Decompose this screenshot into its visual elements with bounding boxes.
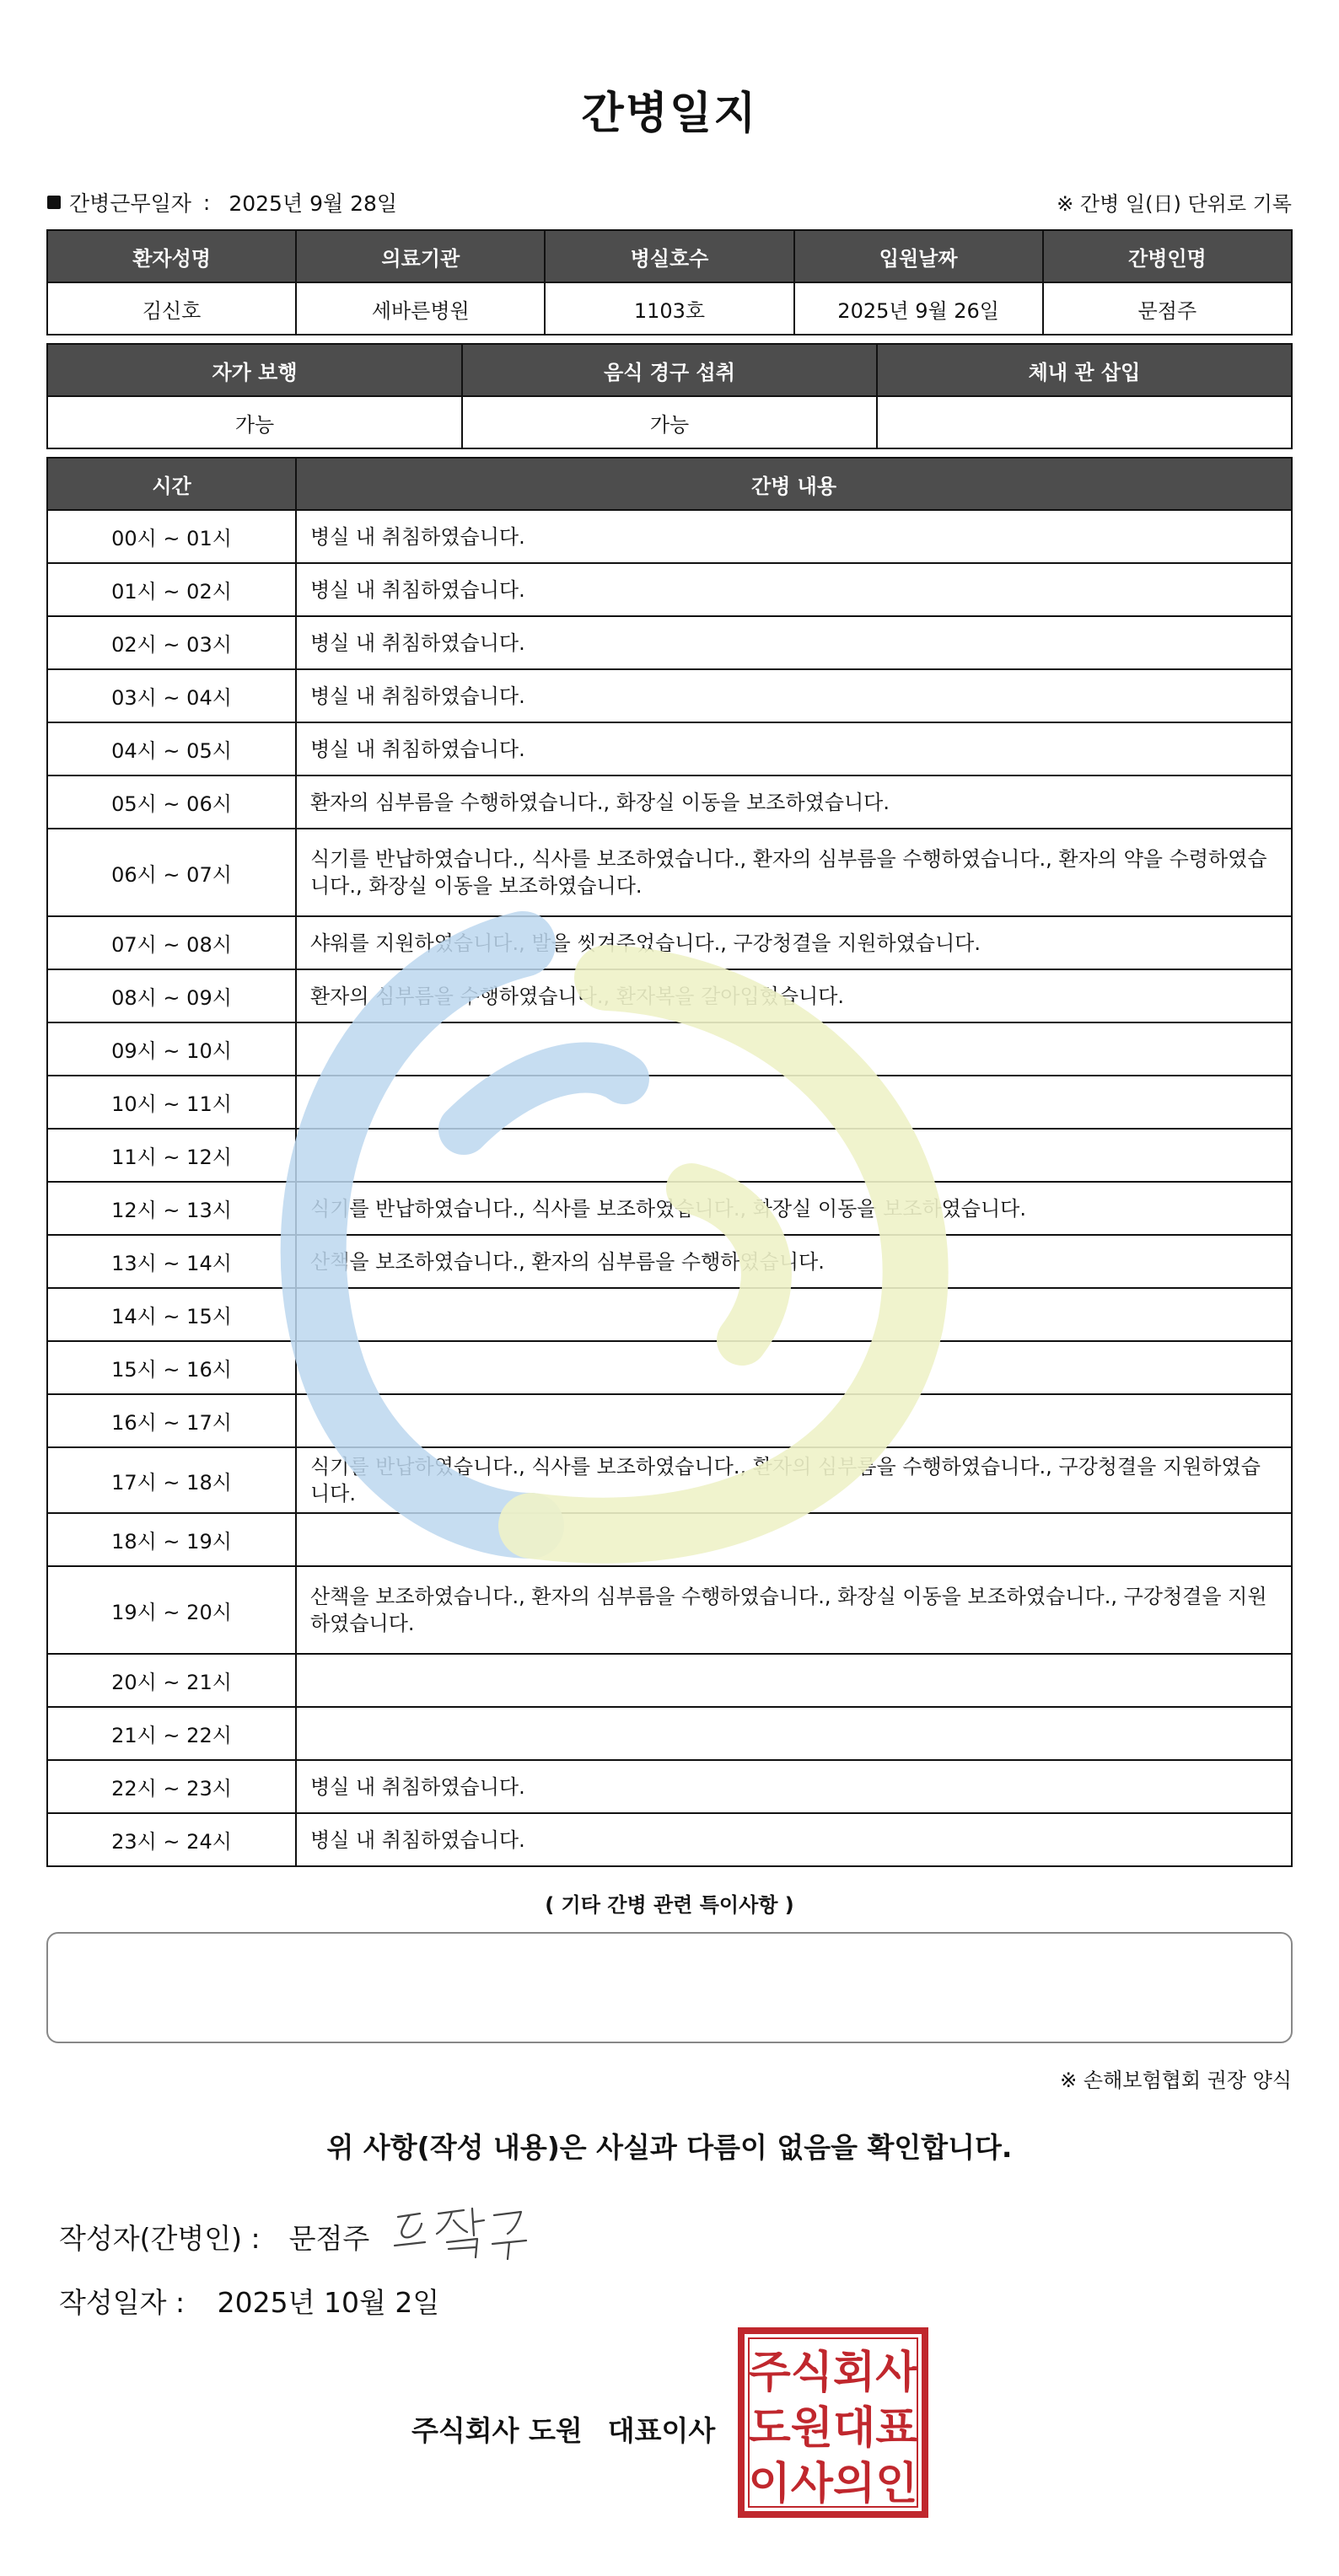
write-date-line <box>59 2281 439 2321</box>
header-oral-intake: 음식 경구 섭취 <box>462 344 877 396</box>
care-log-header-row <box>47 458 1292 510</box>
content-cell <box>296 1022 1292 1076</box>
care-log-table <box>46 457 1293 1867</box>
work-date-label: 간병근무일자 <box>69 191 191 216</box>
time-cell: 20시 ~ 21시 <box>47 1654 296 1707</box>
time-cell: 05시 ~ 06시 <box>47 775 296 829</box>
content-cell: 식기를 반납하였습니다., 식사를 보조하였습니다., 환자의 심부름을 수행하였습니다., 구강청결을 지원하였습니다. <box>296 1447 1292 1513</box>
content-cell: 병실 내 취침하였습니다. <box>296 563 1292 616</box>
time-cell: 01시 ~ 02시 <box>47 563 296 616</box>
time-cell: 11시 ~ 12시 <box>47 1129 296 1182</box>
tube-insertion-value <box>877 396 1292 448</box>
svg-text:도원대표: 도원대표 <box>748 2403 918 2454</box>
header-hospital: 의료기관 <box>296 230 545 282</box>
time-cell: 04시 ~ 05시 <box>47 722 296 775</box>
header-room-number: 병실호수 <box>545 230 793 282</box>
table-row <box>47 1022 1292 1076</box>
work-date-separator: : <box>202 190 211 215</box>
time-cell: 00시 ~ 01시 <box>47 510 296 563</box>
writer-label: 작성자(간병인) : <box>59 2222 261 2255</box>
time-cell: 16시 ~ 17시 <box>47 1394 296 1447</box>
time-cell: 19시 ~ 20시 <box>47 1566 296 1654</box>
table-row <box>47 1129 1292 1182</box>
table-row <box>47 1707 1292 1760</box>
time-cell: 14시 ~ 15시 <box>47 1288 296 1341</box>
table-row <box>47 1813 1292 1866</box>
content-cell: 산책을 보조하였습니다., 환자의 심부름을 수행하였습니다. <box>296 1235 1292 1288</box>
header-self-walking: 자가 보행 <box>47 344 462 396</box>
write-date-label: 작성일자 : <box>59 2286 186 2319</box>
table-row <box>47 1288 1292 1341</box>
work-date-line <box>47 187 397 217</box>
content-cell <box>296 1707 1292 1760</box>
patient-status-table <box>46 343 1293 449</box>
table-row <box>47 1076 1292 1129</box>
content-cell: 환자의 심부름을 수행하였습니다., 환자복을 갈아입혔습니다. <box>296 969 1292 1022</box>
admission-date-value: 2025년 9월 26일 <box>794 282 1043 335</box>
content-cell: 샤워를 지원하였습니다., 발을 씻겨주었습니다., 구강청결을 지원하였습니다. <box>296 916 1292 969</box>
company-seal-icon <box>737 2326 929 2519</box>
patient-status-value-row <box>47 396 1292 448</box>
table-row <box>47 563 1292 616</box>
header-caregiver-name: 간병인명 <box>1043 230 1292 282</box>
time-cell: 10시 ~ 11시 <box>47 1076 296 1129</box>
special-notes-box <box>46 1932 1293 2043</box>
header-time: 시간 <box>47 458 296 510</box>
time-cell: 15시 ~ 16시 <box>47 1341 296 1394</box>
header-admission-date: 입원날짜 <box>794 230 1043 282</box>
caregiver-name-value: 문점주 <box>1043 282 1292 335</box>
content-cell <box>296 1076 1292 1129</box>
table-row <box>47 1513 1292 1566</box>
handwritten-signature-icon <box>386 2198 538 2266</box>
time-cell: 22시 ~ 23시 <box>47 1760 296 1813</box>
table-row <box>47 1394 1292 1447</box>
time-cell: 07시 ~ 08시 <box>47 916 296 969</box>
table-row <box>47 969 1292 1022</box>
time-cell: 23시 ~ 24시 <box>47 1813 296 1866</box>
writer-name: 문점주 <box>288 2222 370 2255</box>
table-row <box>47 829 1292 916</box>
header-patient-name: 환자성명 <box>47 230 296 282</box>
table-row <box>47 1182 1292 1235</box>
daily-record-note: ※ 간병 일(日) 단위로 기록 <box>1057 192 1292 216</box>
header-care-content: 간병 내용 <box>296 458 1292 510</box>
table-row <box>47 1235 1292 1288</box>
patient-name-value: 김신호 <box>47 282 296 335</box>
table-row <box>47 775 1292 829</box>
svg-text:이사의인: 이사의인 <box>748 2459 918 2509</box>
patient-info-value-row <box>47 282 1292 335</box>
table-row <box>47 1447 1292 1513</box>
content-cell: 환자의 심부름을 수행하였습니다., 화장실 이동을 보조하였습니다. <box>296 775 1292 829</box>
content-cell <box>296 1654 1292 1707</box>
svg-text:주식회사: 주식회사 <box>748 2348 918 2398</box>
form-source-note: ※ 손해보험협회 권장 양식 <box>1060 2069 1292 2092</box>
time-cell: 06시 ~ 07시 <box>47 829 296 916</box>
table-row <box>47 510 1292 563</box>
work-date-value: 2025년 9월 28일 <box>229 191 398 216</box>
write-date-value: 2025년 10월 2일 <box>217 2286 440 2319</box>
content-cell <box>296 1129 1292 1182</box>
content-cell: 산책을 보조하였습니다., 환자의 심부름을 수행하였습니다., 화장실 이동을 보조하였습니다., 구강청결을 지원하였습니다. <box>296 1566 1292 1654</box>
oral-intake-value: 가능 <box>462 396 877 448</box>
header-tube-insertion: 체내 관 삽입 <box>877 344 1292 396</box>
bullet-square-icon <box>47 196 61 209</box>
special-notes-label: ( 기타 간병 관련 특이사항 ) <box>545 1893 794 1917</box>
writer-line <box>59 2217 369 2257</box>
time-cell: 08시 ~ 09시 <box>47 969 296 1022</box>
table-row <box>47 1654 1292 1707</box>
time-cell: 18시 ~ 19시 <box>47 1513 296 1566</box>
patient-info-table <box>46 229 1293 335</box>
table-row <box>47 722 1292 775</box>
content-cell: 병실 내 취침하였습니다. <box>296 669 1292 722</box>
content-cell: 식기를 반납하였습니다., 식사를 보조하였습니다., 환자의 심부름을 수행하였습니다., 환자의 약을 수령하였습니다., 화장실 이동을 보조하였습니다. <box>296 829 1292 916</box>
room-number-value: 1103호 <box>545 282 793 335</box>
company-line <box>411 2409 715 2449</box>
self-walking-value: 가능 <box>47 396 462 448</box>
company-title: 대표이사 <box>607 2414 716 2447</box>
time-cell: 09시 ~ 10시 <box>47 1022 296 1076</box>
content-cell: 병실 내 취침하였습니다. <box>296 1760 1292 1813</box>
table-row <box>47 916 1292 969</box>
hospital-value: 세바른병원 <box>296 282 545 335</box>
content-cell <box>296 1341 1292 1394</box>
time-cell: 13시 ~ 14시 <box>47 1235 296 1288</box>
time-cell: 12시 ~ 13시 <box>47 1182 296 1235</box>
confirmation-statement: 위 사항(작성 내용)은 사실과 다름이 없음을 확인합니다. <box>326 2131 1013 2164</box>
content-cell: 병실 내 취침하였습니다. <box>296 722 1292 775</box>
content-cell: 병실 내 취침하였습니다. <box>296 616 1292 669</box>
content-cell: 식기를 반납하였습니다., 식사를 보조하였습니다., 화장실 이동을 보조하였습니다. <box>296 1182 1292 1235</box>
company-name: 주식회사 도원 <box>411 2414 583 2447</box>
patient-status-header-row <box>47 344 1292 396</box>
page-title: 간병일지 <box>581 89 758 139</box>
time-cell: 21시 ~ 22시 <box>47 1707 296 1760</box>
table-row <box>47 1341 1292 1394</box>
patient-info-header-row <box>47 230 1292 282</box>
time-cell: 17시 ~ 18시 <box>47 1447 296 1513</box>
time-cell: 03시 ~ 04시 <box>47 669 296 722</box>
time-cell: 02시 ~ 03시 <box>47 616 296 669</box>
content-cell <box>296 1513 1292 1566</box>
table-row <box>47 1566 1292 1654</box>
table-row <box>47 616 1292 669</box>
content-cell <box>296 1394 1292 1447</box>
content-cell: 병실 내 취침하였습니다. <box>296 510 1292 563</box>
content-cell: 병실 내 취침하였습니다. <box>296 1813 1292 1866</box>
content-cell <box>296 1288 1292 1341</box>
table-row <box>47 1760 1292 1813</box>
table-row <box>47 669 1292 722</box>
